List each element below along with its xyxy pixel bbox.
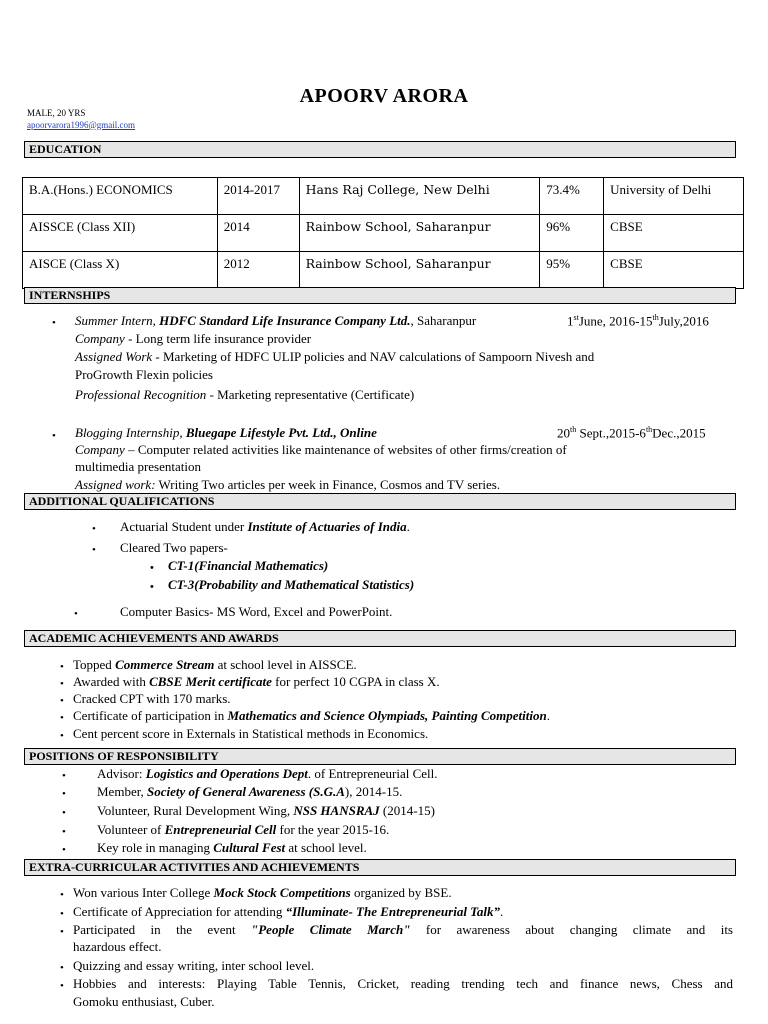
table-row [23, 178, 744, 215]
internship-1-work: Assigned Work - Marketing of HDFC ULIP policies and NAV calculations of Sampoorn Nivesh and [75, 349, 595, 364]
bullet-icon: • [62, 826, 66, 838]
bullet-icon: • [62, 807, 66, 819]
bullet-icon: • [74, 608, 78, 620]
table-row [23, 215, 744, 252]
internship-1-company: Company - Long term life insurance provider [75, 331, 312, 346]
internship-2-company: Company – Computer related activities like maintenance of websites of other firms/creation of [75, 442, 567, 457]
score-cell: 95% [540, 252, 604, 289]
candidate-meta [27, 108, 135, 131]
bullet-icon: • [60, 908, 64, 920]
list-item: Quizzing and essay writing, inter school level. [73, 958, 315, 973]
institution-cell: Hans Raj College, New Delhi [299, 178, 540, 215]
section-positions: POSITIONS OF RESPONSIBILITY [24, 748, 736, 765]
list-item: Certificate of participation in Mathematics and Science Olympiads, Painting Competition. [73, 708, 550, 723]
list-item: Member, Society of General Awareness (S.G.A), 2014-15. [97, 784, 403, 799]
list-item: Certificate of Appreciation for attending “Illuminate- The Entrepreneurial Talk”. [73, 904, 504, 919]
internship-2-dates: 20th Sept.,2015-6thDec.,2015 [557, 425, 706, 441]
list-item: Actuarial Student under Institute of Actuaries of India. [120, 519, 410, 534]
bullet-icon: • [60, 661, 64, 673]
bullet-icon: • [60, 889, 64, 901]
education-table [22, 177, 744, 289]
years-cell: 2014 [217, 215, 299, 252]
section-academic: ACADEMIC ACHIEVEMENTS AND AWARDS [24, 630, 736, 647]
score-cell: 96% [540, 215, 604, 252]
bullet-icon: • [60, 980, 64, 992]
bullet-icon: • [60, 678, 64, 690]
bullet-icon: • [92, 544, 96, 556]
list-item: Advisor: Logistics and Operations Dept. of Entrepreneurial Cell. [97, 766, 438, 781]
list-item: Topped Commerce Stream at school level in AISSCE. [73, 657, 357, 672]
list-item: Participated in the event "People Climate March" for awareness about changing climate and its [73, 922, 733, 937]
bullet-icon: • [92, 523, 96, 535]
internship-2-title: Blogging Internship, Bluegape Lifestyle Pvt. Ltd., Online [75, 425, 377, 440]
degree-cell: B.A.(Hons.) ECONOMICS [23, 178, 218, 215]
list-item-cont: hazardous effect. [73, 939, 162, 954]
internship-1-recognition: Professional Recognition - Marketing representative (Certificate) [75, 387, 415, 402]
institution-cell: Rainbow School, Saharanpur [299, 252, 540, 289]
section-education: EDUCATION [24, 141, 736, 158]
bullet-icon: • [62, 770, 66, 782]
email-link[interactable]: apoorvarora1996@gmail.com [27, 119, 136, 130]
internship-1-title: Summer Intern, HDFC Standard Life Insurance Company Ltd., Saharanpur [75, 313, 477, 328]
bullet-icon: • [62, 844, 66, 856]
degree-cell: AISSCE (Class XII) [23, 215, 218, 252]
bullet-icon: • [60, 926, 64, 938]
board-cell: CBSE [604, 215, 744, 252]
institution-cell: Rainbow School, Saharanpur [299, 215, 540, 252]
list-item-cont: Gomoku enthusiast, Cuber. [73, 994, 215, 1009]
list-item: Hobbies and interests: Playing Table Tennis, Cricket, reading trending tech and finance news, Chess and [73, 976, 733, 991]
internship-1-work-cont: ProGrowth Flexin policies [75, 367, 213, 382]
years-cell: 2014-2017 [217, 178, 299, 215]
list-item: CT-3(Probability and Mathematical Statistics) [168, 577, 415, 592]
list-item: Cleared Two papers- [120, 540, 228, 555]
bullet-icon: • [62, 788, 66, 800]
list-item: Cracked CPT with 170 marks. [73, 691, 231, 706]
list-item: CT-1(Financial Mathematics) [168, 558, 329, 573]
gender-age: MALE, 20 YRS [27, 108, 86, 118]
bullet-icon: • [150, 581, 154, 593]
bullet-icon: • [60, 695, 64, 707]
list-item: Volunteer, Rural Development Wing, NSS HANSRAJ (2014-15) [97, 803, 435, 818]
bullet-icon: • [150, 562, 154, 574]
list-item: Won various Inter College Mock Stock Competitions organized by BSE. [73, 885, 452, 900]
list-item: Key role in managing Cultural Fest at school level. [97, 840, 367, 855]
years-cell: 2012 [217, 252, 299, 289]
board-cell: University of Delhi [604, 178, 744, 215]
bullet-icon: • [52, 430, 56, 442]
internship-2-company-cont: multimedia presentation [75, 459, 201, 474]
section-internships: INTERNSHIPS [24, 287, 736, 304]
bullet-icon: • [52, 317, 56, 329]
board-cell: CBSE [604, 252, 744, 289]
section-extra: EXTRA-CURRICULAR ACTIVITIES AND ACHIEVEMENTS [24, 859, 736, 876]
bullet-icon: • [60, 962, 64, 974]
section-additional: ADDITIONAL QUALIFICATIONS [24, 493, 736, 510]
score-cell: 73.4% [540, 178, 604, 215]
list-item: Awarded with CBSE Merit certificate for perfect 10 CGPA in class X. [73, 674, 440, 689]
bullet-icon: • [60, 730, 64, 742]
list-item: Computer Basics- MS Word, Excel and PowerPoint. [120, 604, 393, 619]
table-row [23, 252, 744, 289]
degree-cell: AISCE (Class X) [23, 252, 218, 289]
candidate-name: APOORV ARORA [299, 85, 469, 107]
internship-2-work: Assigned work: Writing Two articles per week in Finance, Cosmos and TV series. [75, 477, 501, 492]
list-item: Volunteer of Entrepreneurial Cell for the year 2015-16. [97, 822, 390, 837]
bullet-icon: • [60, 712, 64, 724]
internship-1-dates: 1stJune, 2016-15thJuly,2016 [567, 313, 709, 329]
list-item: Cent percent score in Externals in Statistical methods in Economics. [73, 726, 429, 741]
